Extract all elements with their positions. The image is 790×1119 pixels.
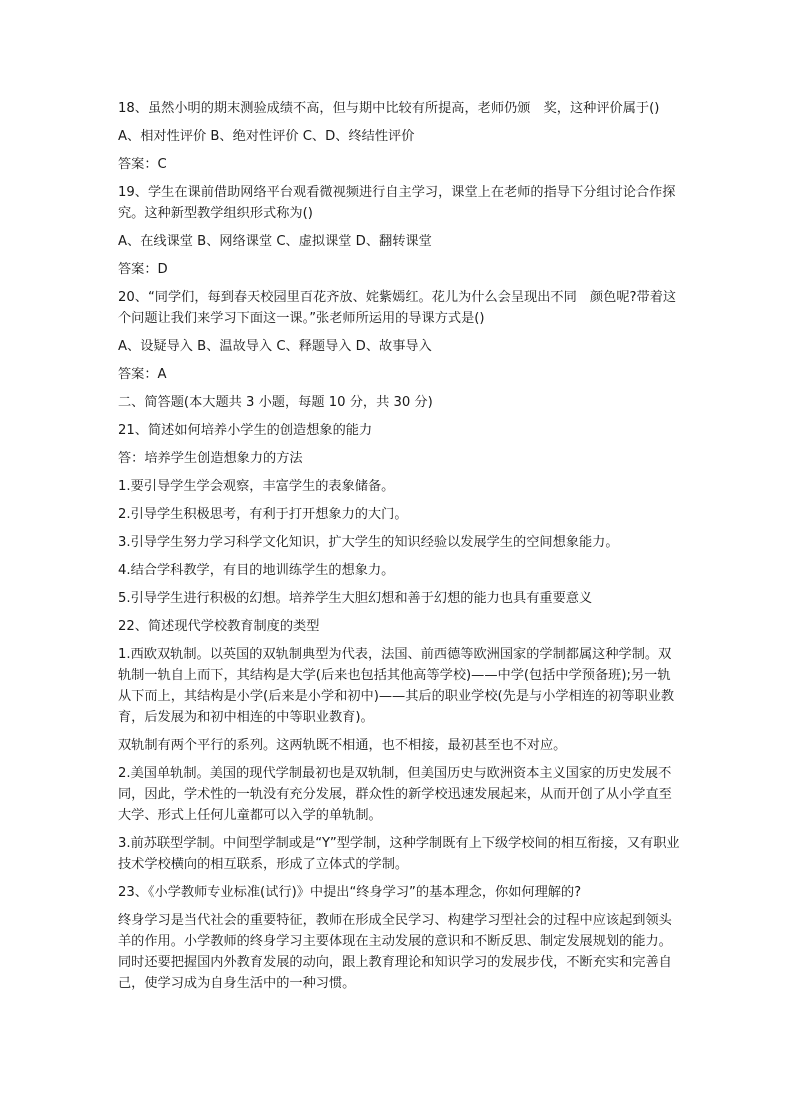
- question-21-point-1: 1.要引导学生学会观察，丰富学生的表象储备。: [118, 479, 395, 494]
- question-20: 20、“同学们，每到春天校园里百花齐放、姹紫嫣红。花儿为什么会呈现出不同 颜色呢?带着这个问题让我们来学习下面这一课。”张老师所运用的导课方式是(): [118, 290, 677, 326]
- question-23: 23、《小学教师专业标准(试行)》中提出“终身学习”的基本理念，你如何理解的?: [118, 885, 582, 900]
- question-19: 19、学生在课前借助网络平台观看微视频进行自主学习，课堂上在老师的指导下分组讨论合作探究。这种新型教学组织形式称为(): [118, 185, 676, 221]
- question-20-options: A、设疑导入 B、温故导入 C、释题导入 D、故事导入: [118, 339, 432, 354]
- question-20-answer: 答案：A: [118, 367, 167, 382]
- question-18-answer: 答案：C: [118, 157, 167, 172]
- question-19-options: A、在线课堂 B、网络课堂 C、虚拟课堂 D、翻转课堂: [118, 234, 432, 249]
- document-body: [118, 98, 680, 1001]
- question-21: 21、简述如何培养小学生的创造想象的能力: [118, 423, 373, 438]
- question-23-answer: 终身学习是当代社会的重要特征，教师在形成全民学习、构建学习型社会的过程中应该起到领头羊的作用。小学教师的终身学习主要体现在主动发展的意识和不断反思、制定发展规划的能力。同时还要把握国内外教育发展的动向，跟上教育理论和知识学习的发展步伐，不断充实和完善自己，使学习成为自身生活中的一种习惯。: [118, 913, 672, 991]
- question-18: 18、虽然小明的期末测验成绩不高，但与期中比较有所提高，老师仍颁 奖，这种评价属于(): [118, 101, 660, 116]
- question-22-point-3: 3.前苏联型学制。中间型学制或是“Y”型学制，这种学制既有上下级学校间的相互衔接，又有职业技术学校横向的相互联系，形成了立体式的学制。: [118, 836, 680, 872]
- question-21-answer-intro: 答：培养学生创造想象力的方法: [118, 451, 303, 466]
- question-22-point-2: 2.美国单轨制。美国的现代学制最初也是双轨制，但美国历史与欧洲资本主义国家的历史发展不同，因此，学术性的一轨没有充分发展，群众性的新学校迅速发展起来，从而开创了从小学直至大学、形式上任何儿童都可以入学的单轨制。: [118, 766, 672, 823]
- question-18-options: A、相对性评价 B、绝对性评价 C、D、终结性评价: [118, 129, 415, 144]
- question-22-point-1: 1.西欧双轨制。以英国的双轨制典型为代表，法国、前西德等欧洲国家的学制都属这种学制。双轨制一轨自上而下，其结构是大学(后来也包括其他高等学校)——中学(包括中学预备班);另一轨从下而上，其结构是小学(后来是小学和初中)——其后的职业学校(先是与小学相连的初等职业教育，后发展为和初中相连的中等职业教育)。: [118, 647, 675, 725]
- question-21-point-4: 4.结合学科教学，有目的地训练学生的想象力。: [118, 563, 395, 578]
- section-heading-short-answer: 二、简答题(本大题共 3 小题，每题 10 分，共 30 分): [118, 395, 433, 410]
- question-21-point-3: 3.引导学生努力学习科学文化知识，扩大学生的知识经验以发展学生的空间想象能力。: [118, 535, 619, 550]
- question-21-point-2: 2.引导学生积极思考，有利于打开想象力的大门。: [118, 507, 408, 522]
- question-22-point-1-note: 双轨制有两个平行的系列。这两轨既不相通，也不相接，最初甚至也不对应。: [118, 738, 567, 753]
- question-21-point-5: 5.引导学生进行积极的幻想。培养学生大胆幻想和善于幻想的能力也具有重要意义: [118, 591, 593, 606]
- question-22: 22、简述现代学校教育制度的类型: [118, 619, 320, 634]
- question-19-answer: 答案：D: [118, 262, 168, 277]
